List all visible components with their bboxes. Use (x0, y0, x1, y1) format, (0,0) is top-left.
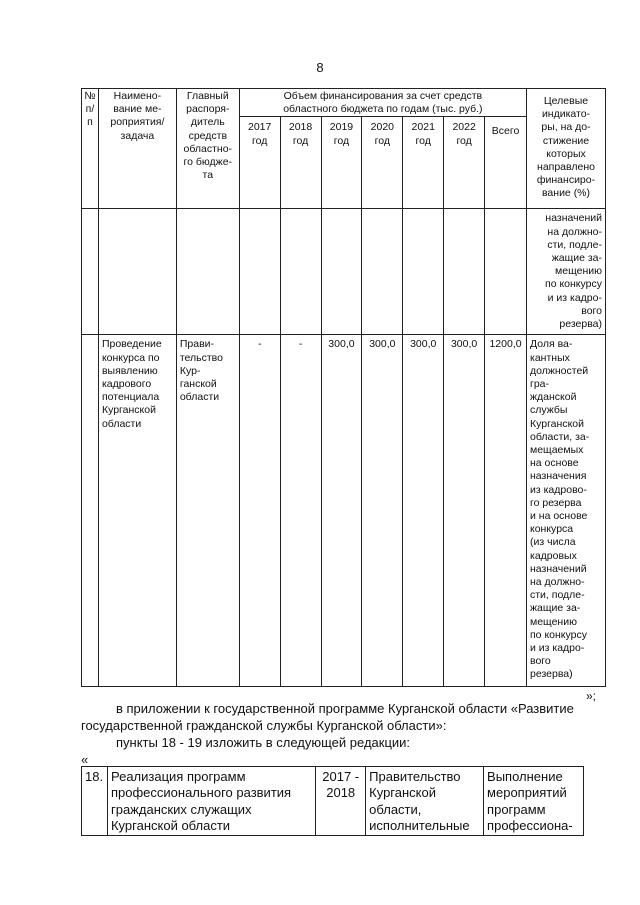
value-total: 1200,0 (485, 335, 527, 687)
header-total: Всего (485, 117, 527, 209)
value-2021: 300,0 (403, 335, 444, 687)
header-indicators: Целевые индикато- ры, на до- стижение которых направлено финансиро- вание (%) (527, 89, 606, 209)
value-2018: - (280, 335, 321, 687)
table-row-continuation (82, 209, 606, 335)
header-year-2021: 2021 год (403, 117, 444, 209)
header-year-2018: 2018 год (280, 117, 321, 209)
row-number: 18. (82, 767, 108, 836)
row-indicator: Доля ва- кантных должностей гра- жданской службы Курганской области, за- мещаемых на основе назначения из кадрово- го резерва и на основе конкурса (из числа кадровых назначений на должно- сти, подле- жащие за- мещению по конкурсу и из кадро- вого резерва) (527, 335, 606, 687)
paragraph-line-2: государственной гражданской службы Курганской области»: (81, 718, 447, 733)
program-table (81, 766, 584, 836)
value-2020: 300,0 (362, 335, 403, 687)
closing-quote: »; (586, 689, 597, 703)
header-year-2022: 2022 год (444, 117, 485, 209)
page-number: 8 (316, 60, 324, 75)
header-year-2017: 2017 год (239, 117, 280, 209)
table-row-18 (82, 767, 584, 836)
value-2022: 300,0 (444, 335, 485, 687)
row-manager: Прави- тельство Кур- ганской области (176, 335, 239, 687)
value-2017: - (239, 335, 280, 687)
header-name: Наимено- вание ме- роприятия/ задача (98, 89, 176, 209)
header-year-2019: 2019 год (321, 117, 362, 209)
header-year-2020: 2020 год (362, 117, 403, 209)
program-period: 2017 - 2018 (316, 767, 366, 836)
value-2019: 300,0 (321, 335, 362, 687)
paragraph-line-1: в приложении к государственной программе Курганской области «Развитие (116, 701, 574, 716)
table-row-contest (82, 335, 606, 687)
header-funding: Объем финансирования за счет средств областного бюджета по годам (тыс. руб.) (239, 89, 526, 117)
program-name: Реализация программ профессионального развития гражданских служащих Курганской области (107, 767, 315, 836)
program-executor: Правительство Курганской области, исполнительные (366, 767, 484, 836)
opening-quote: « (81, 752, 89, 767)
row-name: Проведение конкурса по выявлению кадрового потенциала Курганской области (98, 335, 176, 687)
indicator-continuation: назначений на должно- сти, подле- жащие за- мещению по конкурсу и из кадро- вого резерва) (527, 209, 606, 335)
funding-table (81, 88, 606, 687)
paragraph-items: пункты 18 - 19 изложить в следующей редакции: (116, 735, 411, 750)
header-manager: Главный распоря- дитель средств областно- го бюдже- та (176, 89, 239, 209)
program-result: Выполнение мероприятий программ профессиона- (484, 767, 584, 836)
header-num: № п/ п (82, 89, 99, 209)
